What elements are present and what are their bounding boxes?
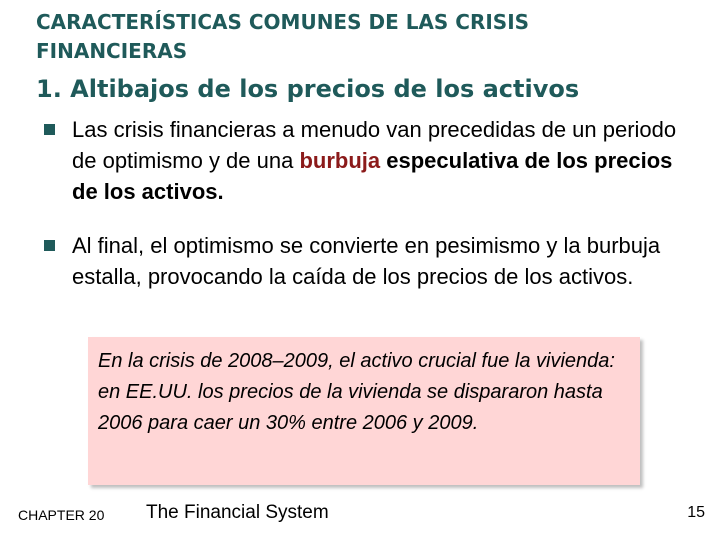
bullet-text-1 xyxy=(72,114,682,207)
bullet-item-2 xyxy=(44,230,684,292)
footer-chapter-label: CHAPTER 20 xyxy=(18,507,105,523)
footer-page-number: 15 xyxy=(687,504,705,521)
bullet-1-text-plain: Las crisis financieras a menudo van precedidas de un periodo de optimismo y de una xyxy=(72,117,677,173)
bullet-item-1 xyxy=(44,114,684,207)
slide-title: CARACTERÍSTICAS COMUNES DE LAS CRISIS FINANCIERAS xyxy=(36,10,530,63)
bullet-1-emphasis-rest: especulativa de los precios de los activos. xyxy=(72,148,673,204)
bullet-1-emphasis: burbuja xyxy=(299,148,381,173)
callout-box xyxy=(88,337,640,485)
section-subtitle: 1. Altibajos de los precios de los activos xyxy=(36,75,580,103)
bullet-text-2: Al final, el optimismo se convierte en pesimismo y la burbuja estalla, provocando la caída de los precios de los activos. xyxy=(72,233,661,289)
callout-text: En la crisis de 2008–2009, el activo crucial fue la vivienda: en EE.UU. los precios de la vivienda se dispararon hasta 2006 para caer un 30% entre 2006 y 2009. xyxy=(98,350,615,434)
footer-book-title: The Financial System xyxy=(146,502,329,523)
square-bullet-icon xyxy=(44,124,55,135)
square-bullet-icon xyxy=(44,240,55,251)
